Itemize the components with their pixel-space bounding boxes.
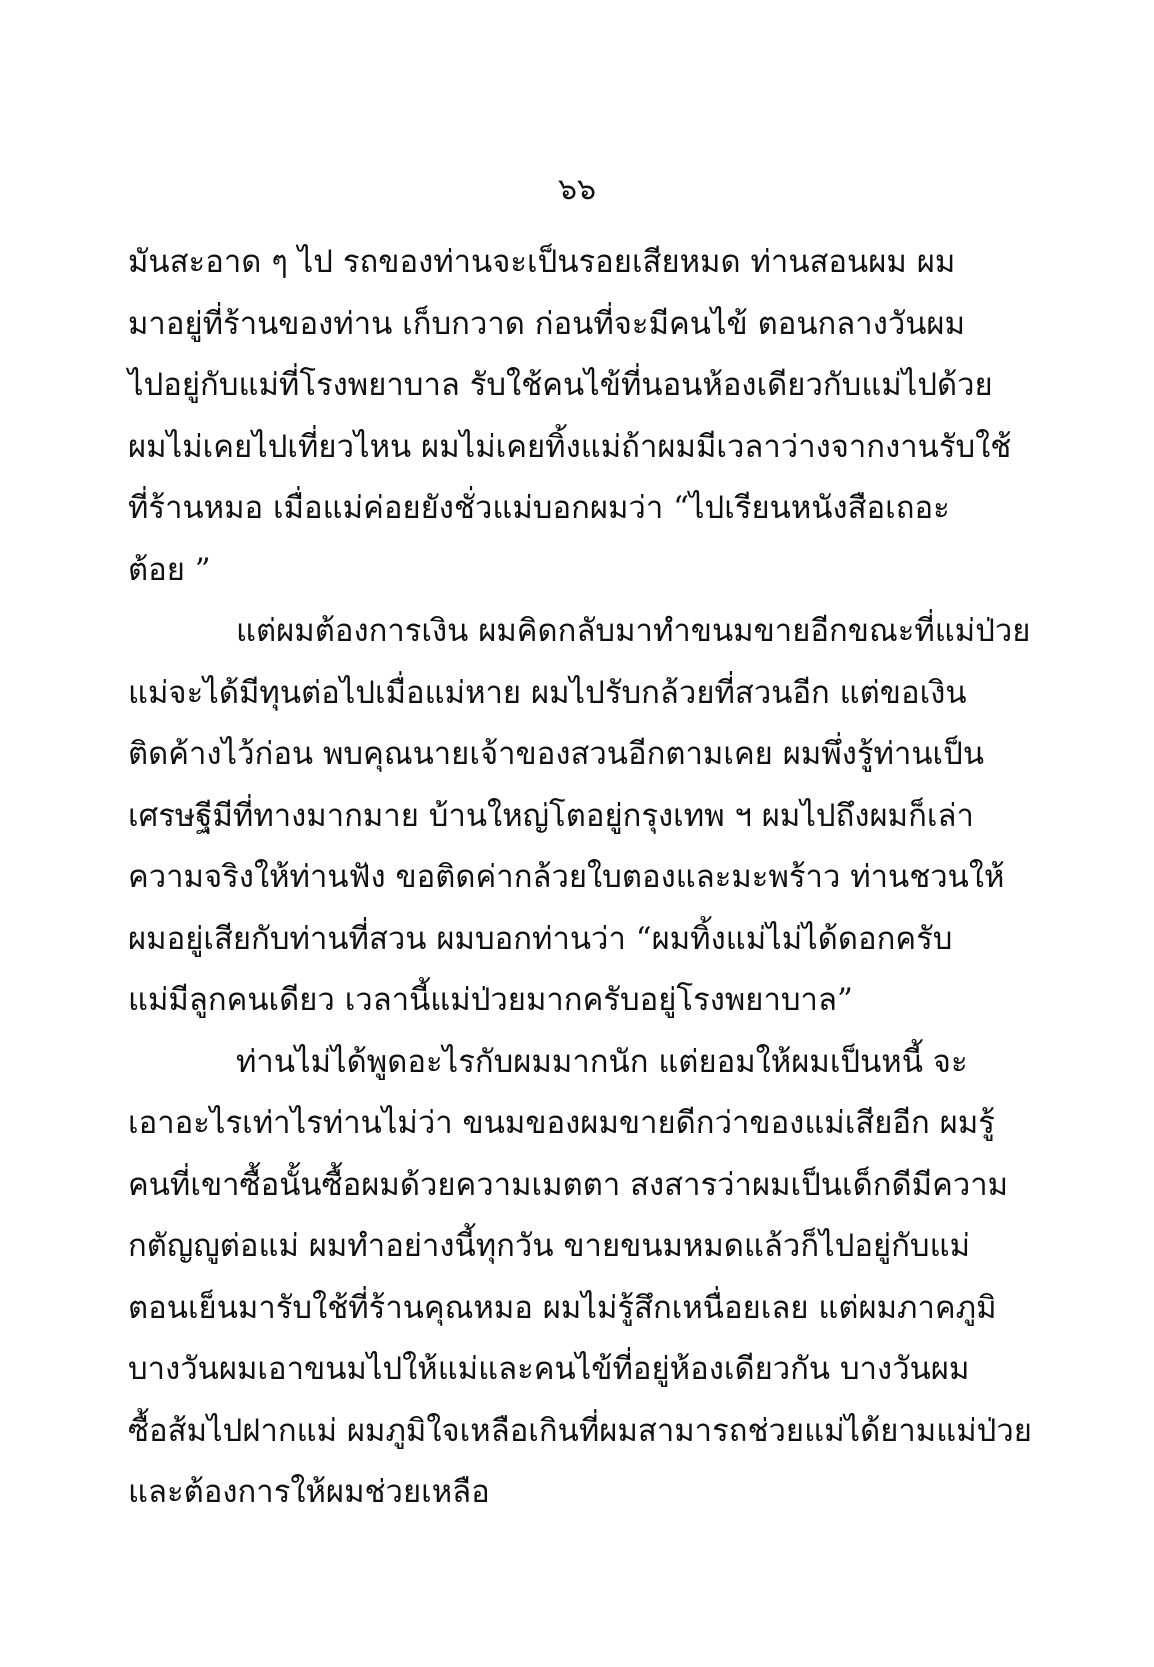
paragraph-1-line-2: มาอยู่ที่ร้านของท่าน เก็บกวาด ก่อนที่จะมีคนไข้ ตอนกลางวันผม xyxy=(128,305,966,342)
paragraph-2-line-2: แม่จะได้มีทุนต่อไปเมื่อแม่หาย ผมไปรับกล้วยที่สวนอีก แต่ขอเงิน xyxy=(128,674,967,711)
paragraph-1-line-1: มันสะอาด ๆ ไป รถของท่านจะเป็นรอยเสียหมด ท่านสอนผม ผม xyxy=(128,244,956,280)
paragraph-1-line-5: ที่ร้านหมอ เมื่อแม่ค่อยยังชั่วแม่บอกผมว่า “ไปเรียนหนังสือเถอะ xyxy=(128,490,950,526)
paragraph-2-line-1: แต่ผมต้องการเงิน ผมคิดกลับมาทำขนมขายอีกขณะที่แม่ป่วย xyxy=(236,613,1031,649)
paragraph-3-line-2: เอาอะไรเท่าไรท่านไม่ว่า ขนมของผมขายดีกว่าของแม่เสียอีก ผมรู้ xyxy=(128,1105,995,1141)
paragraph-3-line-8: และต้องการให้ผมช่วยเหลือ xyxy=(128,1474,490,1510)
paragraph-3-line-3: คนที่เขาซื้อนั้นซื้อผมด้วยความเมตตา สงสารว่าผมเป็นเด็กดีมีความ xyxy=(128,1166,1009,1203)
paragraph-1-line-6: ต้อย ” xyxy=(128,551,211,588)
paragraph-3-line-4: กตัญญูต่อแม่ ผมทำอย่างนี้ทุกวัน ขายขนมหมดแล้วก็ไปอยู่กับแม่ xyxy=(128,1228,971,1264)
paragraph-3-line-7: ซื้อส้มไปฝากแม่ ผมภูมิใจเหลือเกินที่ผมสามารถช่วยแม่ได้ยามแม่ป่วย xyxy=(128,1412,1032,1449)
paragraph-2-line-4: เศรษฐีมีที่ทางมากมาย บ้านใหญ่โตอยู่กรุงเทพ ฯ ผมไปถึงผมก็เล่า xyxy=(128,797,974,834)
paragraph-1-line-3: ไปอยู่กับแม่ที่โรงพยาบาล รับใช้คนไข้ที่นอนห้องเดียวกับแม่ไปด้วย xyxy=(128,367,993,403)
page-number: ๖๖ xyxy=(557,172,597,207)
paragraph-3-line-5: ตอนเย็นมารับใช้ที่ร้านคุณหมอ ผมไม่รู้สึกเหนื่อยเลย แต่ผมภาคภูมิ xyxy=(128,1289,997,1326)
paragraph-3-line-6: บางวันผมเอาขนมไปให้แม่และคนไข้ที่อยู่ห้องเดียวกัน บางวันผม xyxy=(128,1351,970,1387)
paragraph-2-line-5: ความจริงให้ท่านฟัง ขอติดค่ากล้วยใบตองและมะพร้าว ท่านชวนให้ xyxy=(128,859,1005,895)
paragraph-2-line-3: ติดค้างไว้ก่อน พบคุณนายเจ้าของสวนอีกตามเคย ผมพึ่งรู้ท่านเป็น xyxy=(128,736,985,772)
paragraph-1-line-4: ผมไม่เคยไปเที่ยวไหน ผมไม่เคยทิ้งแม่ถ้าผมมีเวลาว่างจากงานรับใช้ xyxy=(128,428,1012,465)
body-text xyxy=(128,232,1032,1524)
paragraph-2-line-7: แม่มีลูกคนเดียว เวลานี้แม่ป่วยมากครับอยู่โรงพยาบาล” xyxy=(128,982,853,1018)
paragraph-2-line-6: ผมอยู่เสียกับท่านที่สวน ผมบอกท่านว่า “ผมทิ้งแม่ไม่ได้ดอกครับ xyxy=(128,920,953,957)
paragraph-3-line-1: ท่านไม่ได้พูดอะไรกับผมมากนัก แต่ยอมให้ผมเป็นหนี้ จะ xyxy=(236,1043,968,1080)
